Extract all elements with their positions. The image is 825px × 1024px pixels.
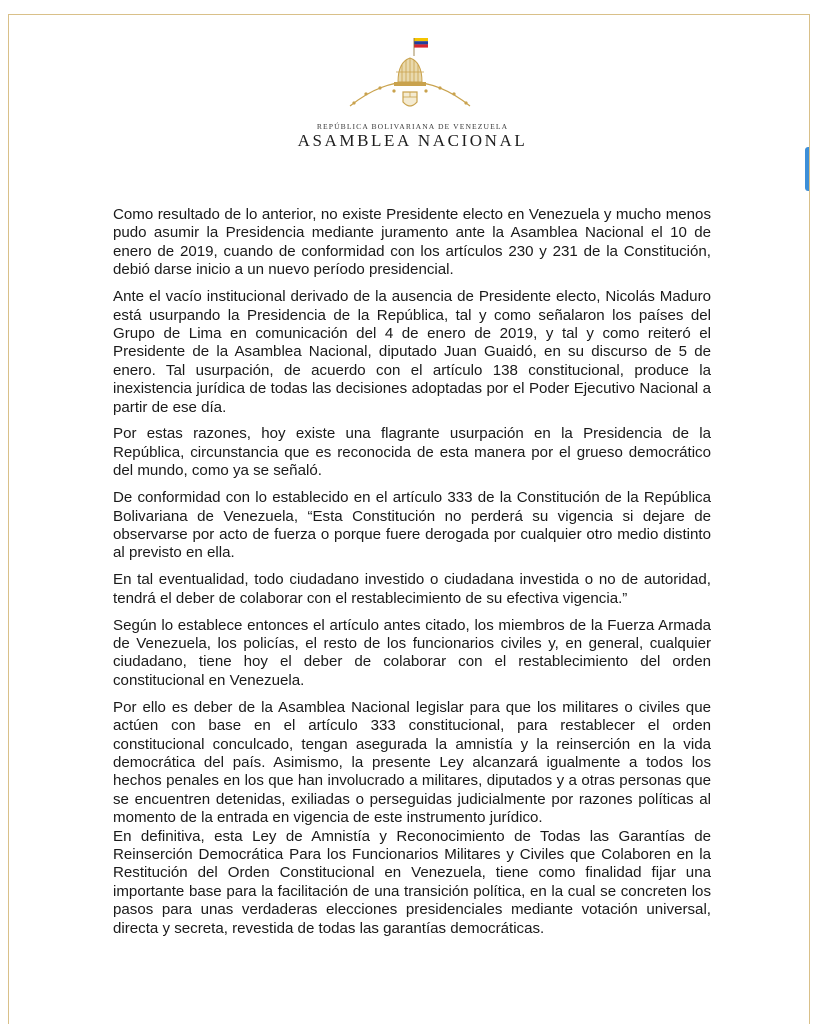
paragraph-5: En tal eventualidad, todo ciudadano investido o ciudadana investida o no de autoridad, tendrá el deber de colaborar con el restablecimiento de su efectiva vigencia.”: [113, 571, 711, 607]
paragraph-8: En definitiva, esta Ley de Amnistía y Reconocimiento de Todas las Garantías de Reinserción Democrática Para los Funcionarios Militares y Civiles que Colaboren en la Restitución del Orden Constitucional en Venezuela, tiene como finalidad fijar una importante base para la facilitación de una transición política, en la cual se concreten los pasos para unas verdaderas elecciones presidenciales mediante votación universal, directa y secreta, revestida de todas las garantías democráticas.: [113, 827, 711, 937]
paragraph-4: De conformidad con lo establecido en el artículo 333 de la Constitución de la República Bolivariana de Venezuela, “Esta Constitución no perderá su vigencia si dejare de observarse por acto de fuerza o porque fuere derogada por cualquier otro medio distinto al previsto en ella.: [113, 489, 711, 562]
national-assembly-emblem-icon: [340, 32, 480, 124]
paragraph-7: Por ello es deber de la Asamblea Nacional legislar para que los militares o civiles que actúen con base en el artículo 333 constitucional, para restablecer el orden constitucional conculcado, tengan asegurada la amnistía y la reinserción en la vida democrática del país. Asimismo, la presente Ley alcanzará igualmente a todos los hechos penales en los que han involucrado a militares, diputados y a otras personas que se encuentren detenidas, exiliadas o perseguidas judicialmente por razones políticas al momento de la entrada en vigencia de este instrumento jurídico.: [113, 698, 711, 827]
assembly-title: ASAMBLEA NACIONAL: [297, 131, 528, 150]
paragraph-2: Ante el vacío institucional derivado de la ausencia de Presidente electo, Nicolás Maduro está usurpando la Presidencia de la República, tal y como señalaron los países del Grupo de Lima en comunicación del 4 de enero de 2019, y tal y como reiteró el Presidente de la Asamblea Nacional, diputado Juan Guaidó, en su discurso de 5 de enero. Tal usurpación, de acuerdo con el artículo 138 constitucional, produce la inexistencia jurídica de todas las decisiones adoptadas por el Poder Ejecutivo Nacional a partir de ese día.: [113, 288, 711, 416]
document-body: [113, 206, 711, 947]
paragraph-6: Según lo establece entonces el artículo antes citado, los miembros de la Fuerza Armada de Venezuela, los policías, el resto de los funcionarios civiles y, en general, cualquier ciudadano, tiene hoy el deber de colaborar con el restablecimiento del orden constitucional en Venezuela.: [113, 616, 711, 689]
republic-line: REPÚBLICA BOLIVARIANA DE VENEZUELA: [316, 122, 509, 131]
flag-yellow-stripe: [414, 38, 428, 41]
flag-red-stripe: [414, 44, 428, 47]
paragraph-1: Como resultado de lo anterior, no existe Presidente electo en Venezuela y mucho menos pudo asumir la Presidencia mediante juramento ante la Asamblea Nacional el 10 de enero de 2019, cuando de conformidad con los artículos 230 y 231 de la Constitución, debió darse inicio a un nuevo período presidencial.: [113, 206, 711, 279]
letterhead: [0, 28, 825, 158]
flag-blue-stripe: [414, 41, 428, 44]
paragraph-3: Por estas razones, hoy existe una flagrante usurpación en la Presidencia de la República, circunstancia que es reconocida de esta manera por el grueso democrático del mundo, como ya se señaló.: [113, 425, 711, 480]
